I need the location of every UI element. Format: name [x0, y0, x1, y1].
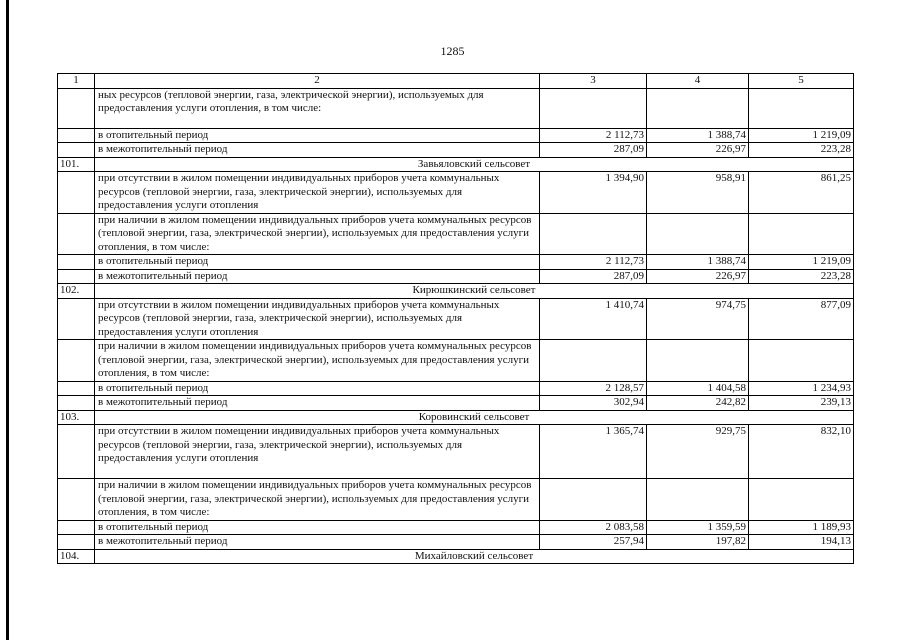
- value-cell: 1 410,74: [540, 298, 647, 340]
- row-number-cell: [58, 520, 95, 535]
- description-cell: в межотопительный период: [95, 535, 540, 550]
- table-row: [58, 143, 854, 158]
- table-row: [58, 520, 854, 535]
- value-cell: 929,75: [647, 425, 749, 479]
- description-cell: в отопительный период: [95, 381, 540, 396]
- value-cell: 1 388,74: [647, 255, 749, 270]
- header-col-1: 1: [58, 74, 95, 89]
- table-header-row: [58, 74, 854, 89]
- section-number: 103.: [58, 410, 95, 425]
- header-col-3: 3: [540, 74, 647, 89]
- row-number-cell: [58, 340, 95, 382]
- value-cell: 1 234,93: [749, 381, 854, 396]
- header-col-4: 4: [647, 74, 749, 89]
- row-number-cell: [58, 298, 95, 340]
- table-row: [58, 396, 854, 411]
- description-cell: в межотопительный период: [95, 396, 540, 411]
- value-cell: 974,75: [647, 298, 749, 340]
- section-number: 104.: [58, 549, 95, 564]
- description-cell: при наличии в жилом помещении индивидуальных приборов учета коммунальных ресурсов (тепловой энергии, газа, электрической энергии), используемых для предоставления услуги отопления, в том числе:: [95, 213, 540, 255]
- description-cell: в отопительный период: [95, 128, 540, 143]
- value-cell: [647, 340, 749, 382]
- header-col-5: 5: [749, 74, 854, 89]
- value-cell: 194,13: [749, 535, 854, 550]
- row-number-cell: [58, 143, 95, 158]
- row-number-cell: [58, 128, 95, 143]
- description-cell: в межотопительный период: [95, 143, 540, 158]
- value-cell: 257,94: [540, 535, 647, 550]
- value-cell: [540, 213, 647, 255]
- section-title: Коровинский сельсовет: [95, 410, 854, 425]
- left-margin-rule: [6, 0, 9, 640]
- table-row: [58, 425, 854, 479]
- value-cell: 1 388,74: [647, 128, 749, 143]
- row-number-cell: [58, 396, 95, 411]
- description-cell: при наличии в жилом помещении индивидуальных приборов учета коммунальных ресурсов (тепловой энергии, газа, электрической энергии), используемых для предоставления услуги отопления, в том числе:: [95, 340, 540, 382]
- value-cell: [540, 340, 647, 382]
- value-cell: 1 189,93: [749, 520, 854, 535]
- description-cell: при отсутствии в жилом помещении индивидуальных приборов учета коммунальных ресурсов (тепловой энергии, газа, электрической энергии), используемых для предоставления услуги отопления: [95, 425, 540, 479]
- value-cell: 958,91: [647, 172, 749, 214]
- section-header-row: [58, 549, 854, 564]
- value-cell: [540, 479, 647, 521]
- value-cell: 223,28: [749, 269, 854, 284]
- table-row: [58, 381, 854, 396]
- description-cell: при отсутствии в жилом помещении индивидуальных приборов учета коммунальных ресурсов (тепловой энергии, газа, электрической энергии), используемых для предоставления услуги отопления: [95, 298, 540, 340]
- value-cell: 239,13: [749, 396, 854, 411]
- section-header-row: [58, 410, 854, 425]
- table-row: [58, 255, 854, 270]
- table-row: [58, 88, 854, 128]
- section-number: 102.: [58, 284, 95, 299]
- header-col-2: 2: [95, 74, 540, 89]
- value-cell: 197,82: [647, 535, 749, 550]
- value-cell: 302,94: [540, 396, 647, 411]
- description-cell: ных ресурсов (тепловой энергии, газа, электрической энергии), используемых для предоставления услуги отопления, в том числе:: [95, 88, 540, 128]
- value-cell: 2 112,73: [540, 128, 647, 143]
- table-row: [58, 269, 854, 284]
- value-cell: 1 365,74: [540, 425, 647, 479]
- value-cell: [647, 88, 749, 128]
- description-cell: при отсутствии в жилом помещении индивидуальных приборов учета коммунальных ресурсов (тепловой энергии, газа, электрической энергии), используемых для предоставления услуги отопления: [95, 172, 540, 214]
- value-cell: [749, 479, 854, 521]
- row-number-cell: [58, 425, 95, 479]
- row-number-cell: [58, 88, 95, 128]
- table-row: [58, 172, 854, 214]
- table-row: [58, 535, 854, 550]
- value-cell: [647, 479, 749, 521]
- row-number-cell: [58, 381, 95, 396]
- value-cell: 861,25: [749, 172, 854, 214]
- row-number-cell: [58, 172, 95, 214]
- section-header-row: [58, 284, 854, 299]
- value-cell: [749, 88, 854, 128]
- description-cell: при наличии в жилом помещении индивидуальных приборов учета коммунальных ресурсов (тепловой энергии, газа, электрической энергии), используемых для предоставления услуги отопления, в том числе:: [95, 479, 540, 521]
- value-cell: 287,09: [540, 269, 647, 284]
- value-cell: [749, 213, 854, 255]
- row-number-cell: [58, 535, 95, 550]
- value-cell: 832,10: [749, 425, 854, 479]
- value-cell: 287,09: [540, 143, 647, 158]
- table-row: [58, 340, 854, 382]
- value-cell: 1 219,09: [749, 128, 854, 143]
- section-number: 101.: [58, 157, 95, 172]
- value-cell: [749, 340, 854, 382]
- value-cell: 1 219,09: [749, 255, 854, 270]
- value-cell: 877,09: [749, 298, 854, 340]
- page-number: 1285: [440, 44, 465, 58]
- value-cell: 1 359,59: [647, 520, 749, 535]
- section-title: Михайловский сельсовет: [95, 549, 854, 564]
- table-row: [58, 128, 854, 143]
- description-cell: в отопительный период: [95, 255, 540, 270]
- value-cell: 2 083,58: [540, 520, 647, 535]
- value-cell: 2 112,73: [540, 255, 647, 270]
- value-cell: 1 394,90: [540, 172, 647, 214]
- value-cell: 226,97: [647, 269, 749, 284]
- row-number-cell: [58, 269, 95, 284]
- tariff-table: [57, 73, 854, 564]
- description-cell: в межотопительный период: [95, 269, 540, 284]
- table-row: [58, 213, 854, 255]
- value-cell: 242,82: [647, 396, 749, 411]
- section-title: Завьяловский сельсовет: [95, 157, 854, 172]
- description-cell: в отопительный период: [95, 520, 540, 535]
- value-cell: [647, 213, 749, 255]
- row-number-cell: [58, 479, 95, 521]
- section-header-row: [58, 157, 854, 172]
- value-cell: 2 128,57: [540, 381, 647, 396]
- table-row: [58, 479, 854, 521]
- value-cell: 223,28: [749, 143, 854, 158]
- value-cell: 1 404,58: [647, 381, 749, 396]
- row-number-cell: [58, 213, 95, 255]
- table-row: [58, 298, 854, 340]
- section-title: Кирюшкинский сельсовет: [95, 284, 854, 299]
- value-cell: 226,97: [647, 143, 749, 158]
- value-cell: [540, 88, 647, 128]
- row-number-cell: [58, 255, 95, 270]
